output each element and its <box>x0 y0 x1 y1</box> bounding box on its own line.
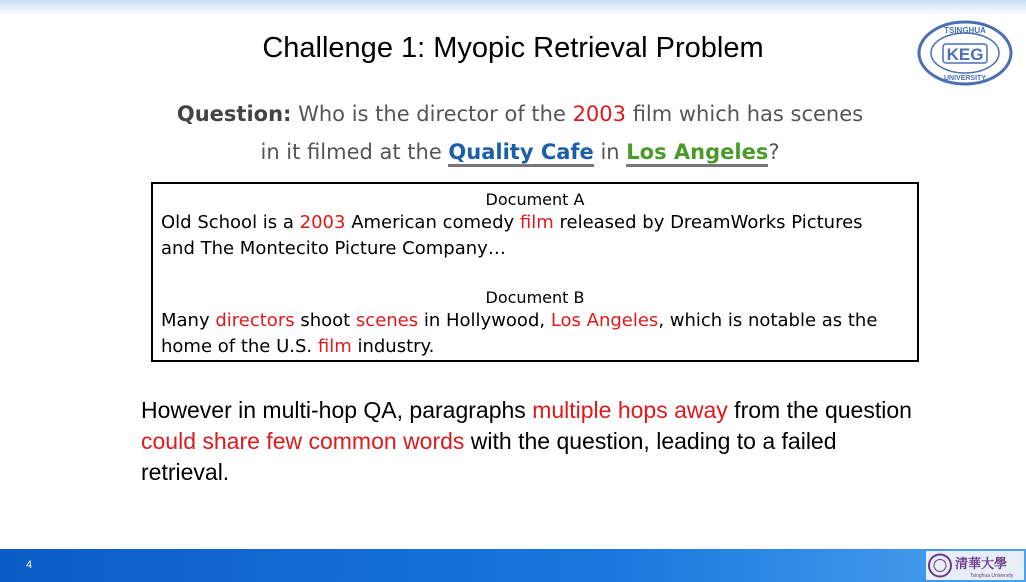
question-text: Who is the director of the <box>291 102 573 126</box>
paragraph-highlight: could share few common words <box>141 428 465 454</box>
logo-text: KEG <box>946 45 984 64</box>
doc-highlight: directors <box>215 310 295 331</box>
doc-highlight: film <box>519 212 554 233</box>
logo-english-text: Tsinghua University <box>970 573 1014 579</box>
doc-highlight: 2003 <box>299 212 346 233</box>
document-b-heading: Document B <box>485 288 585 307</box>
paragraph-text: from the question <box>727 397 912 423</box>
question-line-2 <box>60 135 980 169</box>
doc-text: Old School is a <box>161 212 300 233</box>
logo-arc-top: TSINGHUA <box>944 26 986 35</box>
question-entity-cafe: Quality Cafe <box>448 140 593 167</box>
explanation-paragraph <box>141 395 921 488</box>
doc-text: American comedy <box>345 212 520 233</box>
doc-highlight: Los Angeles <box>550 310 659 331</box>
doc-text: released by DreamWorks Pictures and The Montecito Picture Company… <box>161 212 863 259</box>
question-entity-la: Los Angeles <box>626 140 768 167</box>
doc-highlight: scenes <box>355 310 419 331</box>
question-year: 2003 <box>572 102 627 126</box>
paragraph-highlight: multiple hops away <box>532 397 728 423</box>
document-a-text <box>161 210 901 262</box>
doc-text: Many <box>161 310 216 331</box>
doc-text: in Hollywood, <box>418 310 551 331</box>
tsinghua-university-logo <box>926 551 1024 580</box>
documents-box <box>151 182 919 362</box>
logo-chinese-text: 清華大學 <box>955 557 1008 572</box>
question-text: ? <box>768 140 780 164</box>
question-line-1 <box>60 97 980 131</box>
question-text: film which has scenes <box>626 102 864 126</box>
doc-text: industry. <box>351 336 435 357</box>
top-gradient-band <box>0 0 1026 16</box>
document-a-heading: Document A <box>485 190 585 209</box>
document-b-text <box>161 308 901 360</box>
question-text: in it filmed at the <box>260 140 449 164</box>
keg-logo <box>917 20 1013 86</box>
question-label: Question: <box>176 102 292 126</box>
doc-highlight: film <box>317 336 352 357</box>
doc-text: , which is notable as the home of the U.S. <box>161 310 878 357</box>
slide-title: Challenge 1: Myopic Retrieval Problem <box>262 32 764 64</box>
paragraph-text: However in multi-hop QA, paragraphs <box>141 397 533 423</box>
logo-arc-bottom: UNIVERSITY <box>943 75 987 82</box>
page-number: 4 <box>26 559 33 571</box>
doc-text: shoot <box>294 310 356 331</box>
question-text: in <box>593 140 627 164</box>
paragraph-text: with the question, leading to a failed retrieval. <box>141 428 837 485</box>
footer-band <box>0 549 1026 582</box>
